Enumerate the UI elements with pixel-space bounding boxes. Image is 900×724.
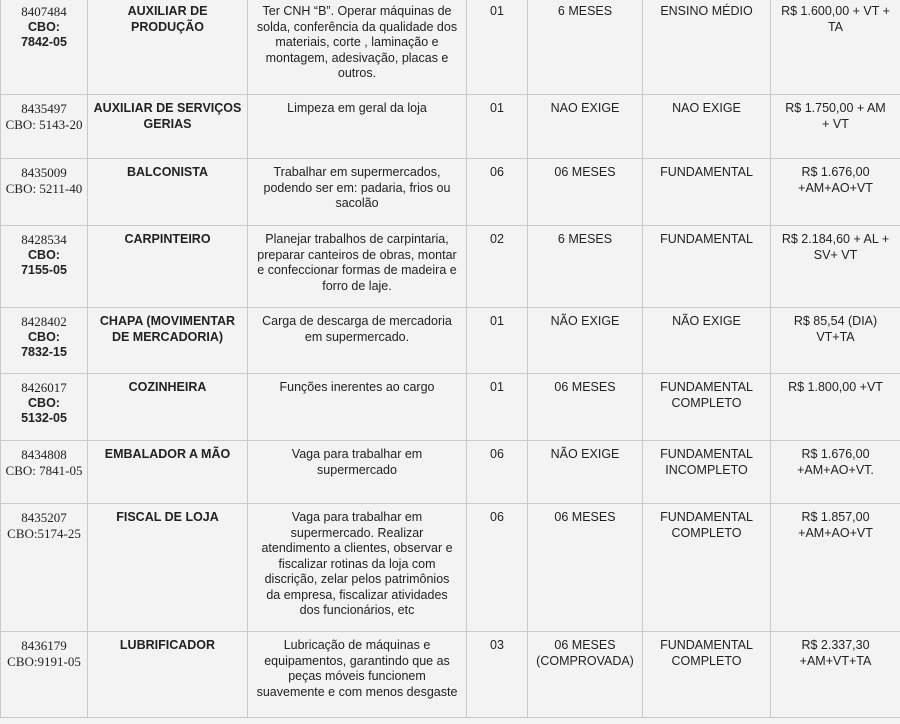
experience-cell: 6 MESES — [528, 0, 643, 95]
job-description-cell: Funções inerentes ao cargo — [248, 374, 467, 441]
vacancy-code-cell — [1, 308, 88, 374]
vacancy-quantity-cell: 01 — [467, 95, 528, 159]
vacancy-quantity-cell: 02 — [467, 226, 528, 308]
job-title-cell: FISCAL DE LOJA — [88, 504, 248, 632]
job-description-cell: Carga de descarga de mercadoria em supermercado. — [248, 308, 467, 374]
vacancy-quantity-cell: 01 — [467, 0, 528, 95]
vacancy-code-cell — [1, 0, 88, 95]
vacancy-code: 8436179 — [21, 638, 67, 653]
vacancy-quantity-cell: 06 — [467, 441, 528, 504]
experience-cell: 06 MESES (COMPROVADA) — [528, 632, 643, 718]
education-cell: FUNDAMENTAL INCOMPLETO — [643, 441, 771, 504]
salary-cell: R$ 2.337,30 +AM+VT+TA — [771, 632, 900, 718]
vacancy-quantity-cell: 03 — [467, 632, 528, 718]
table-row — [1, 0, 900, 95]
vacancy-code: 8407484 — [21, 4, 67, 19]
education-cell: ENSINO MÉDIO — [643, 0, 771, 95]
education-cell: NAO EXIGE — [643, 95, 771, 159]
job-title-cell: CARPINTEIRO — [88, 226, 248, 308]
table-row — [1, 308, 900, 374]
salary-cell: R$ 1.676,00 +AM+AO+VT. — [771, 441, 900, 504]
salary-cell: R$ 2.184,60 + AL + SV+ VT — [771, 226, 900, 308]
experience-cell: 06 MESES — [528, 159, 643, 226]
job-title-cell: AUXILIAR DE PRODUÇÃO — [88, 0, 248, 95]
job-title-cell: COZINHEIRA — [88, 374, 248, 441]
vacancy-code: 8426017 — [21, 380, 67, 395]
vacancy-code-cell — [1, 632, 88, 718]
table-body — [1, 0, 900, 718]
job-title-cell: CHAPA (MOVIMENTAR DE MERCADORIA) — [88, 308, 248, 374]
job-description-cell: Planejar trabalhos de carpintaria, preparar canteiros de obras, montar e confeccionar formas de madeira e forro de laje. — [248, 226, 467, 308]
cbo-code: CBO: 5211-40 — [5, 180, 83, 196]
salary-cell: R$ 1.600,00 + VT + TA — [771, 0, 900, 95]
cbo-code: CBO: 7155-05 — [21, 247, 67, 277]
job-title-cell: EMBALADOR A MÃO — [88, 441, 248, 504]
vacancy-code: 8428402 — [21, 314, 67, 329]
salary-cell: R$ 1.676,00 +AM+AO+VT — [771, 159, 900, 226]
vacancy-code: 8434808 — [21, 447, 67, 462]
vacancy-quantity-cell: 01 — [467, 308, 528, 374]
job-title-cell: AUXILIAR DE SERVIÇOS GERIAS — [88, 95, 248, 159]
education-cell: FUNDAMENTAL — [643, 159, 771, 226]
vacancy-code: 8435009 — [21, 165, 67, 180]
table-row — [1, 441, 900, 504]
job-description-cell: Vaga para trabalhar em supermercado — [248, 441, 467, 504]
salary-cell: R$ 1.800,00 +VT — [771, 374, 900, 441]
education-cell: FUNDAMENTAL COMPLETO — [643, 632, 771, 718]
table-row — [1, 159, 900, 226]
experience-cell: 06 MESES — [528, 504, 643, 632]
cbo-code: CBO: 7832-15 — [21, 329, 67, 359]
vacancy-quantity-cell: 06 — [467, 159, 528, 226]
cbo-code: CBO:5174-25 — [7, 525, 81, 541]
table-row — [1, 95, 900, 159]
education-cell: FUNDAMENTAL COMPLETO — [643, 374, 771, 441]
job-title-cell: BALCONISTA — [88, 159, 248, 226]
cbo-code: CBO: 5143-20 — [5, 116, 83, 132]
education-cell: NÃO EXIGE — [643, 308, 771, 374]
vacancy-code: 8435497 — [21, 101, 67, 116]
table-row — [1, 226, 900, 308]
vacancy-quantity-cell: 06 — [467, 504, 528, 632]
vacancy-code-cell — [1, 441, 88, 504]
job-description-cell: Limpeza em geral da loja — [248, 95, 467, 159]
job-title-cell: LUBRIFICADOR — [88, 632, 248, 718]
cbo-code: CBO:9191-05 — [7, 653, 81, 669]
experience-cell: NÃO EXIGE — [528, 308, 643, 374]
experience-cell: NAO EXIGE — [528, 95, 643, 159]
table-row — [1, 504, 900, 632]
cbo-code: CBO: 7841-05 — [5, 462, 83, 478]
vacancy-code-cell — [1, 504, 88, 632]
vacancy-quantity-cell: 01 — [467, 374, 528, 441]
table-row — [1, 374, 900, 441]
vacancy-code-cell — [1, 95, 88, 159]
vacancy-code: 8428534 — [21, 232, 67, 247]
vacancy-code-cell — [1, 226, 88, 308]
experience-cell: 6 MESES — [528, 226, 643, 308]
salary-cell: R$ 1.750,00 + AM + VT — [771, 95, 900, 159]
experience-cell: 06 MESES — [528, 374, 643, 441]
vacancy-code-cell — [1, 374, 88, 441]
vacancy-code: 8435207 — [21, 510, 67, 525]
vacancy-code-cell — [1, 159, 88, 226]
experience-cell: NÃO EXIGE — [528, 441, 643, 504]
education-cell: FUNDAMENTAL COMPLETO — [643, 504, 771, 632]
job-description-cell: Lubricação de máquinas e equipamentos, garantindo que as peças móveis funcionem suavemente e com menos desgaste — [248, 632, 467, 718]
cbo-code: CBO: 5132-05 — [21, 395, 67, 425]
table-row — [1, 632, 900, 718]
job-description-cell: Ter CNH “B”. Operar máquinas de solda, conferência da qualidade dos materiais, corte , laminação e montagem, adesivação, placas e outros. — [248, 0, 467, 95]
cbo-code: CBO: 7842-05 — [21, 19, 67, 49]
job-description-cell: Trabalhar em supermercados, podendo ser em: padaria, frios ou sacolão — [248, 159, 467, 226]
education-cell: FUNDAMENTAL — [643, 226, 771, 308]
job-description-cell: Vaga para trabalhar em supermercado. Realizar atendimento a clientes, observar e fiscalizar rotinas da loja com discrição, zelar pelos patrimônios da empresa, fiscalizar atividades dos funcionários, etc — [248, 504, 467, 632]
salary-cell: R$ 1.857,00 +AM+AO+VT — [771, 504, 900, 632]
salary-cell: R$ 85,54 (DIA) VT+TA — [771, 308, 900, 374]
